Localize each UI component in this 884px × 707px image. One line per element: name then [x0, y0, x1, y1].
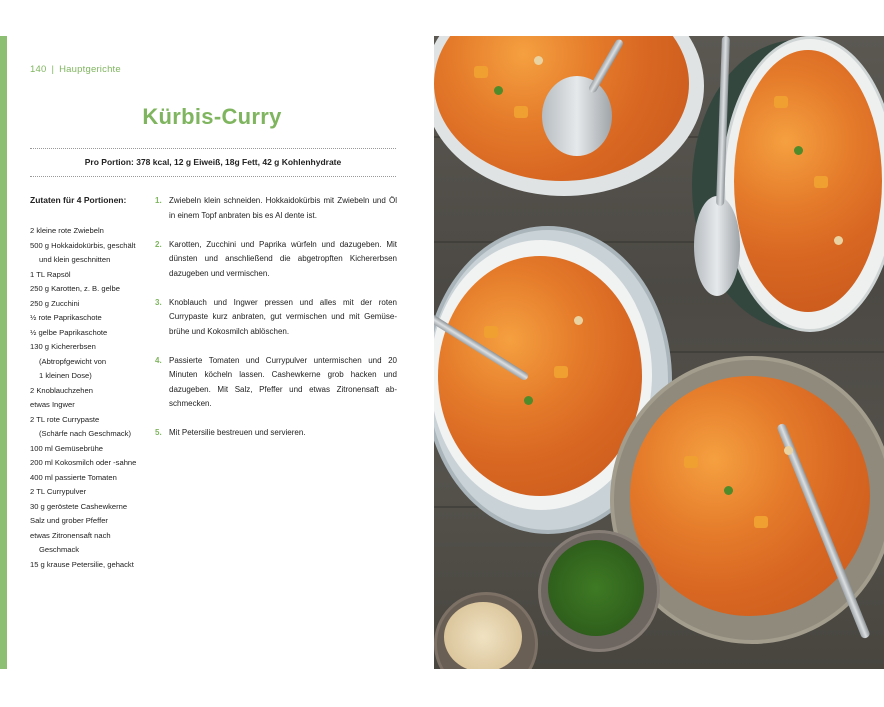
ingredient-item: 15 g krause Petersilie, gehackt — [30, 559, 134, 569]
ingredients-heading: Zutaten für 4 Portionen: — [30, 195, 127, 205]
curry-stew — [438, 256, 642, 496]
chickpea — [784, 446, 793, 455]
ingredient-continuation: (Abtropfgewicht von — [39, 356, 107, 366]
parsley-leaf — [494, 86, 503, 95]
page-edge-bar — [0, 36, 7, 669]
pumpkin-chunk — [484, 326, 498, 338]
ingredient-item — [30, 427, 148, 442]
ingredient-item: Salz und grober Pfeffer — [30, 516, 108, 525]
pumpkin-chunk — [684, 456, 698, 468]
ingredient-item: ½ gelbe Paprikaschote — [30, 327, 108, 337]
ingredient-item: 250 g Zucchini — [30, 298, 80, 308]
curry-stew — [630, 376, 870, 616]
ingredient-continuation: und klein geschnitten — [39, 255, 111, 264]
step-text: Passierte Tomaten und Currypulver untermischen und 20 Minuten köcheln lassen. Cashewkerne grob hacken und dazugeben. Mit Salz, Pfeffer und etwas Zitronensaft abschmecken. — [169, 355, 397, 408]
ingredient-item: etwas Zitronensaft nach — [30, 530, 111, 540]
ingredient-item: 30 g geröstete Cashewkerne — [30, 501, 128, 511]
pumpkin-chunk — [754, 516, 768, 528]
divider-bottom — [30, 176, 396, 177]
spoon-icon — [542, 76, 612, 156]
divider-top — [30, 148, 396, 149]
ingredient-item: ½ rote Paprikaschote — [30, 313, 102, 322]
chickpea — [534, 56, 543, 65]
ingredient-item: 2 TL Currypulver — [30, 487, 87, 496]
page-number: 140 — [30, 64, 47, 75]
step-text: Karotten, Zucchini und Paprika würfeln und dazugeben. Mit dünsten und anschließend die abgetropften Kichererbsen dazugeben und vermischen. — [169, 239, 397, 278]
recipe-title: Kürbis-Curry — [142, 104, 282, 129]
ingredient-item — [30, 253, 148, 268]
pumpkin-chunk — [814, 176, 828, 188]
pumpkin-chunk — [774, 96, 788, 108]
step-number: 3. — [155, 297, 162, 307]
chickpea — [574, 316, 583, 325]
spoon-icon — [694, 196, 740, 296]
step-item — [155, 354, 397, 412]
step-item — [155, 426, 397, 441]
parsley-leaf — [524, 396, 533, 405]
step-item — [155, 194, 397, 223]
step-number: 5. — [155, 428, 162, 437]
running-header — [30, 64, 121, 75]
ingredient-continuation: 1 kleinen Dose) — [39, 371, 92, 380]
ingredient-item: 100 ml Gemüsebrühe — [30, 443, 104, 453]
ingredient-item — [30, 543, 148, 558]
ingredient-item — [30, 369, 148, 384]
step-item — [155, 238, 397, 282]
step-number: 4. — [155, 355, 162, 365]
step-number: 2. — [155, 239, 162, 249]
step-text: Zwiebeln klein schneiden. Hokkaidokürbis mit Zwiebeln und Öl in einem Topf anbraten bis es Al dente ist. — [169, 196, 397, 220]
pumpkin-chunk — [554, 366, 568, 378]
ingredient-item: 2 Knoblauchzehen — [30, 385, 93, 395]
ingredient-item: 1 TL Rapsöl — [30, 269, 71, 279]
instructions-list — [155, 194, 397, 455]
ingredient-item: 500 g Hokkaidokürbis, geschält — [30, 240, 136, 250]
ingredient-continuation: (Schärfe nach Geschmack) — [39, 429, 132, 438]
curry-stew — [734, 50, 882, 312]
section-name: Hauptgerichte — [59, 64, 121, 75]
ingredient-item: 200 ml Kokosmilch oder -sahne — [30, 458, 137, 467]
pumpkin-chunk — [474, 66, 488, 78]
pumpkin-chunk — [514, 106, 528, 118]
ingredient-item: 130 g Kichererbsen — [30, 342, 96, 351]
step-text: Mit Petersilie bestreuen und servieren. — [169, 428, 306, 437]
nutrition-info: Pro Portion: 378 kcal, 12 g Eiweiß, 18g Fett, 42 g Kohlenhydrate — [84, 157, 342, 167]
chickpea — [834, 236, 843, 245]
ingredients-list — [30, 224, 148, 572]
food-photo — [434, 36, 884, 669]
ingredient-item: etwas Ingwer — [30, 400, 75, 409]
cashew-nuts — [444, 602, 522, 669]
step-number: 1. — [155, 196, 162, 205]
parsley-leaf — [794, 146, 803, 155]
ingredient-continuation: Geschmack — [39, 545, 80, 554]
parsley-leaf — [724, 486, 733, 495]
ingredient-item: 250 g Karotten, z. B. gelbe — [30, 284, 120, 293]
header-separator: | — [51, 64, 55, 75]
ingredient-item — [30, 355, 148, 370]
chopped-parsley — [548, 540, 644, 636]
step-text: Knoblauch und Ingwer pressen und alles mit der roten Currypaste kurz anbraten, gut vermischen und mit Gemüsebrühe und Kokosmilch ablöschen. — [169, 297, 397, 336]
ingredient-item: 400 ml passierte Tomaten — [30, 472, 117, 482]
step-item — [155, 296, 397, 340]
ingredient-item: 2 kleine rote Zwiebeln — [30, 226, 104, 235]
ingredient-item: 2 TL rote Currypaste — [30, 414, 100, 424]
